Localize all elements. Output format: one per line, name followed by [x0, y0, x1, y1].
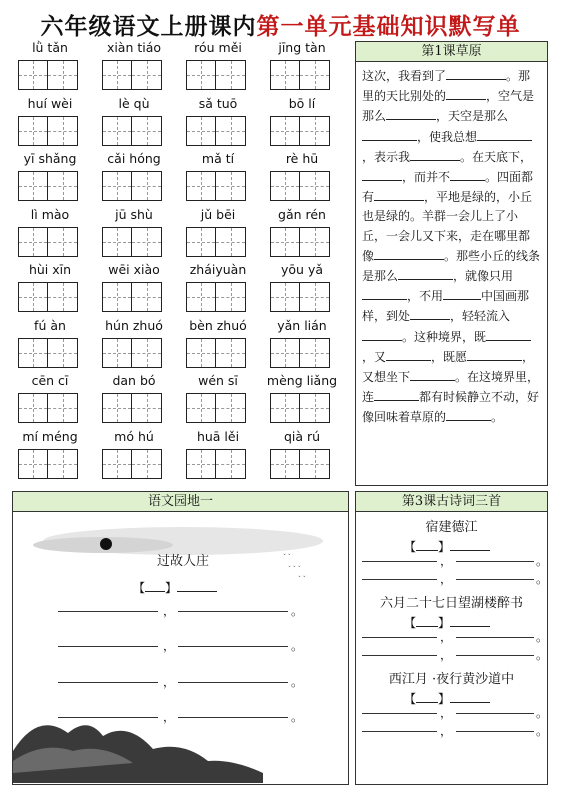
- pinyin-word: [102, 262, 166, 318]
- pinyin-text: sǎ tuō: [198, 95, 238, 111]
- writing-box[interactable]: [186, 171, 216, 201]
- lesson1-segment: 。四面都有: [362, 170, 534, 205]
- lesson1-segment: ，天空是那么: [436, 109, 509, 124]
- writing-box[interactable]: [18, 116, 48, 146]
- pinyin-word: [186, 373, 250, 429]
- writing-box[interactable]: [216, 171, 246, 201]
- pinyin-text: mí méng: [22, 428, 78, 444]
- writing-boxes[interactable]: [186, 393, 246, 423]
- writing-boxes[interactable]: [18, 338, 78, 368]
- pinyin-text: wēi xiào: [108, 262, 160, 277]
- writing-box[interactable]: [102, 449, 132, 479]
- writing-box[interactable]: [270, 116, 300, 146]
- pinyin-text: fú àn: [34, 317, 66, 333]
- writing-box[interactable]: [102, 116, 132, 146]
- period: 。: [291, 675, 304, 689]
- writing-box[interactable]: [18, 171, 48, 201]
- writing-box[interactable]: [132, 60, 162, 90]
- answer-line[interactable]: [362, 730, 437, 732]
- fill-blank[interactable]: [410, 306, 450, 320]
- fill-blank[interactable]: [467, 347, 522, 361]
- comma: ，: [440, 724, 453, 738]
- fill-blank[interactable]: [446, 407, 491, 421]
- period: 。: [536, 724, 549, 738]
- lesson1-segment: 。: [491, 410, 504, 425]
- lesson1-segment: ，而并不: [402, 170, 451, 185]
- writing-box[interactable]: [18, 227, 48, 257]
- fill-blank[interactable]: [374, 387, 419, 401]
- lesson3-poem-title: 六月二十七日望湖楼醉书: [379, 596, 523, 611]
- fill-blank[interactable]: [450, 167, 485, 181]
- answer-line[interactable]: [362, 712, 437, 714]
- comma: ，: [163, 675, 176, 689]
- lesson1-segment: ，空气是那么: [362, 89, 535, 124]
- answer-line[interactable]: [362, 578, 437, 580]
- pinyin-text: hùi xīn: [28, 262, 72, 277]
- writing-boxes[interactable]: [18, 116, 78, 146]
- answer-line[interactable]: [362, 560, 437, 562]
- pinyin-word: [18, 96, 82, 152]
- answer-line[interactable]: [58, 645, 158, 647]
- writing-box[interactable]: [216, 60, 246, 90]
- comma: ，: [440, 554, 453, 568]
- fill-blank[interactable]: [374, 187, 424, 201]
- writing-boxes[interactable]: [270, 449, 330, 479]
- writing-box[interactable]: [48, 338, 78, 368]
- pinyin-word: [18, 151, 82, 207]
- lesson1-panel: [355, 41, 548, 486]
- svg-text:ˇ ˇ: ˇ ˇ: [283, 554, 291, 561]
- writing-box[interactable]: [48, 282, 78, 312]
- page-title: 六年级语文上册课内第一单元基础知识默写单: [40, 13, 521, 40]
- writing-box[interactable]: [216, 393, 246, 423]
- pinyin-text: lì mào: [30, 206, 70, 222]
- fill-blank[interactable]: [362, 127, 417, 141]
- pinyin-word: [18, 373, 82, 429]
- lesson1-segment: ，表示我: [362, 149, 411, 164]
- writing-box[interactable]: [300, 227, 330, 257]
- writing-box[interactable]: [48, 60, 78, 90]
- pinyin-word: [102, 429, 166, 485]
- lesson1-segment: 。在这境界里，连: [362, 370, 540, 405]
- writing-box[interactable]: [186, 393, 216, 423]
- answer-line[interactable]: [58, 681, 158, 683]
- pinyin-row: [18, 429, 348, 485]
- writing-box[interactable]: [48, 116, 78, 146]
- lesson1-segment: ，使我总想: [417, 129, 478, 144]
- pinyin-text: zháiyuàn: [189, 262, 247, 277]
- lesson3-poem-title: 西江月 ·夜行黄沙道中: [388, 672, 515, 687]
- lesson1-segment: 中国画那样，到处: [362, 289, 530, 324]
- writing-boxes[interactable]: [18, 227, 78, 257]
- pinyin-word: [186, 96, 250, 152]
- svg-text:ˇ ˇ: ˇ ˇ: [298, 576, 306, 583]
- fill-blank[interactable]: [446, 86, 486, 100]
- writing-boxes[interactable]: [102, 60, 162, 90]
- pinyin-word: [18, 429, 82, 485]
- answer-line[interactable]: [58, 610, 158, 612]
- writing-box[interactable]: [270, 171, 300, 201]
- pinyin-word: [186, 207, 250, 263]
- pinyin-word: [270, 96, 334, 152]
- answer-line[interactable]: [362, 654, 437, 656]
- writing-box[interactable]: [132, 338, 162, 368]
- writing-box[interactable]: [186, 449, 216, 479]
- comma: ，: [163, 710, 176, 724]
- pinyin-row: [18, 373, 348, 429]
- writing-boxes[interactable]: [102, 282, 162, 312]
- pinyin-text: xiàn tiáo: [106, 40, 162, 55]
- lesson3-author-line: 【 】: [404, 613, 490, 631]
- answer-line[interactable]: [456, 578, 534, 580]
- lesson1-segment: ，就像只用: [453, 269, 514, 284]
- writing-box[interactable]: [186, 60, 216, 90]
- pinyin-word: [102, 318, 166, 374]
- pinyin-text: jū shù: [115, 206, 153, 222]
- writing-box[interactable]: [132, 227, 162, 257]
- lesson1-segment: 。那里的天比别处的: [362, 69, 531, 104]
- writing-box[interactable]: [102, 338, 132, 368]
- writing-box[interactable]: [300, 116, 330, 146]
- fill-blank[interactable]: [486, 327, 531, 341]
- pinyin-word: [102, 373, 166, 429]
- comma: ，: [440, 572, 453, 586]
- period: 。: [536, 572, 549, 586]
- lesson1-header: 第1课草原: [356, 42, 547, 62]
- writing-box[interactable]: [102, 282, 132, 312]
- pinyin-row: [18, 207, 348, 263]
- writing-boxes[interactable]: [186, 227, 246, 257]
- writing-box[interactable]: [300, 393, 330, 423]
- lesson1-segment: 。那些小丘的线条是那么: [362, 248, 541, 284]
- writing-box[interactable]: [270, 449, 300, 479]
- writing-box[interactable]: [18, 60, 48, 90]
- fill-blank[interactable]: [362, 327, 402, 341]
- pinyin-word: [270, 429, 334, 485]
- pinyin-text: bō lí: [288, 95, 316, 111]
- period: 。: [536, 706, 549, 720]
- pinyin-word: [266, 373, 338, 429]
- pinyin-text: yōu yǎ: [281, 262, 323, 277]
- pinyin-text: hún zhuó: [105, 317, 163, 333]
- pinyin-word: [102, 207, 166, 263]
- pinyin-word: [18, 318, 82, 374]
- garden-author-line: 【 】: [133, 578, 217, 596]
- period: 。: [291, 710, 304, 724]
- writing-box[interactable]: [300, 171, 330, 201]
- svg-text:ˇ ˇ ˇ: ˇ ˇ ˇ: [288, 566, 301, 573]
- pinyin-text: rè hū: [285, 151, 319, 166]
- fill-blank[interactable]: [362, 167, 402, 181]
- writing-box[interactable]: [186, 338, 216, 368]
- pinyin-text: lè qù: [118, 95, 150, 111]
- writing-box[interactable]: [270, 60, 300, 90]
- pinyin-word: [186, 40, 250, 96]
- pinyin-text: jīng tàn: [278, 40, 326, 55]
- pinyin-text: róu měi: [194, 40, 242, 55]
- answer-line[interactable]: [456, 730, 534, 732]
- pinyin-text: gǎn rén: [278, 206, 326, 222]
- answer-line[interactable]: [362, 636, 437, 638]
- pinyin-text: mèng liǎng: [266, 373, 338, 388]
- pinyin-word: [102, 96, 166, 152]
- fill-blank[interactable]: [477, 127, 532, 141]
- answer-line[interactable]: [178, 681, 288, 683]
- pinyin-word: [270, 40, 334, 96]
- pinyin-text: cǎi hóng: [107, 151, 161, 166]
- garden-panel: [12, 491, 349, 785]
- lesson1-segment: 。这种境界，既: [402, 329, 487, 344]
- pinyin-text: dan bó: [112, 373, 156, 388]
- pinyin-word: [186, 151, 250, 207]
- writing-box[interactable]: [270, 338, 300, 368]
- pinyin-word: [186, 262, 250, 318]
- lesson3-poem-title: 宿建德江: [425, 520, 478, 535]
- period: 。: [291, 639, 304, 653]
- writing-boxes[interactable]: [270, 227, 330, 257]
- writing-box[interactable]: [48, 227, 78, 257]
- pinyin-text: cēn cī: [31, 373, 69, 388]
- pinyin-text: qià rú: [283, 428, 321, 444]
- writing-boxes[interactable]: [186, 116, 246, 146]
- comma: ，: [163, 604, 176, 618]
- writing-box[interactable]: [300, 338, 330, 368]
- pinyin-word: [186, 318, 250, 374]
- answer-line[interactable]: [58, 716, 158, 718]
- lesson3-author-line: 【 】: [404, 689, 490, 707]
- pinyin-word: [18, 207, 82, 263]
- writing-box[interactable]: [186, 227, 216, 257]
- lesson3-author-line: 【 】: [404, 537, 490, 555]
- comma: ，: [163, 639, 176, 653]
- writing-box[interactable]: [132, 449, 162, 479]
- pinyin-text: huí wèi: [27, 95, 73, 111]
- writing-box[interactable]: [216, 338, 246, 368]
- lesson1-segment: ，轻轻流入: [450, 309, 511, 324]
- answer-line[interactable]: [178, 610, 288, 612]
- pinyin-row: [18, 262, 348, 318]
- writing-boxes[interactable]: [18, 393, 78, 423]
- pinyin-row: [18, 96, 348, 152]
- pinyin-row: [18, 151, 348, 207]
- writing-box[interactable]: [216, 282, 246, 312]
- writing-boxes[interactable]: [270, 171, 330, 201]
- answer-line[interactable]: [178, 716, 288, 718]
- writing-box[interactable]: [300, 60, 330, 90]
- writing-box[interactable]: [300, 449, 330, 479]
- comma: ，: [440, 648, 453, 662]
- writing-box[interactable]: [18, 393, 48, 423]
- writing-box[interactable]: [48, 393, 78, 423]
- pinyin-row: [18, 318, 348, 374]
- writing-boxes[interactable]: [186, 171, 246, 201]
- fill-blank[interactable]: [374, 246, 444, 260]
- writing-boxes[interactable]: [270, 393, 330, 423]
- pinyin-row: [18, 40, 348, 96]
- writing-box[interactable]: [102, 60, 132, 90]
- writing-box[interactable]: [132, 393, 162, 423]
- fill-blank[interactable]: [446, 66, 506, 80]
- lesson1-segment: 都有时候静立不动，好像回味着草原的: [362, 390, 540, 425]
- lesson1-segment: ，又想坐下: [362, 349, 535, 385]
- period: 。: [291, 604, 304, 618]
- lesson3-header: 第3课古诗词三首: [356, 492, 547, 512]
- writing-box[interactable]: [300, 282, 330, 312]
- pinyin-text: mó hú: [114, 428, 154, 444]
- answer-line[interactable]: [456, 654, 534, 656]
- lesson1-segment: ，既愿: [431, 349, 468, 364]
- pinyin-text: yī shǎng: [23, 151, 77, 166]
- writing-box[interactable]: [132, 282, 162, 312]
- fill-blank[interactable]: [386, 347, 431, 361]
- writing-box[interactable]: [216, 227, 246, 257]
- writing-box[interactable]: [18, 338, 48, 368]
- comma: ，: [440, 706, 453, 720]
- writing-box[interactable]: [102, 393, 132, 423]
- writing-boxes[interactable]: [270, 116, 330, 146]
- writing-box[interactable]: [102, 171, 132, 201]
- lesson1-text: [356, 62, 547, 432]
- lesson1-segment: 。在天底下，: [460, 149, 533, 164]
- pinyin-word: [186, 429, 250, 485]
- pinyin-text: lǜ tǎn: [32, 40, 68, 55]
- pinyin-text: mǎ tí: [201, 151, 235, 166]
- writing-boxes[interactable]: [102, 171, 162, 201]
- lesson1-segment: 这次，我看到了: [362, 69, 447, 83]
- pinyin-word: [270, 262, 334, 318]
- writing-box[interactable]: [18, 282, 48, 312]
- writing-box[interactable]: [186, 282, 216, 312]
- writing-boxes[interactable]: [102, 449, 162, 479]
- writing-box[interactable]: [18, 449, 48, 479]
- lesson1-segment: ，又: [362, 349, 387, 364]
- fill-blank[interactable]: [398, 266, 453, 280]
- writing-boxes[interactable]: [18, 282, 78, 312]
- answer-line[interactable]: [456, 560, 534, 562]
- writing-box[interactable]: [48, 171, 78, 201]
- writing-boxes[interactable]: [18, 60, 78, 90]
- answer-line[interactable]: [456, 636, 534, 638]
- period: 。: [536, 630, 549, 644]
- pinyin-text: jǔ bēi: [200, 206, 236, 222]
- writing-boxes[interactable]: [102, 338, 162, 368]
- writing-box[interactable]: [270, 282, 300, 312]
- writing-boxes[interactable]: [270, 282, 330, 312]
- writing-box[interactable]: [216, 449, 246, 479]
- pinyin-word: [102, 40, 166, 96]
- period: 。: [536, 554, 549, 568]
- lesson3-panel: [355, 491, 548, 785]
- writing-box[interactable]: [48, 449, 78, 479]
- pinyin-text: huā lěi: [196, 428, 240, 444]
- pinyin-text: bèn zhuó: [189, 317, 247, 333]
- pinyin-word: [270, 207, 334, 263]
- writing-boxes[interactable]: [102, 116, 162, 146]
- garden-poem-title: 过故人庄: [156, 554, 209, 569]
- writing-boxes[interactable]: [186, 338, 246, 368]
- fill-blank[interactable]: [410, 367, 455, 381]
- pinyin-word: [102, 151, 166, 207]
- pinyin-word: [18, 40, 82, 96]
- pinyin-word: [270, 318, 334, 374]
- writing-boxes[interactable]: [270, 338, 330, 368]
- writing-boxes[interactable]: [186, 449, 246, 479]
- garden-header: 语文园地一: [13, 492, 348, 512]
- fill-blank[interactable]: [362, 286, 407, 300]
- writing-boxes[interactable]: [18, 171, 78, 201]
- writing-box[interactable]: [102, 227, 132, 257]
- writing-box[interactable]: [186, 116, 216, 146]
- pinyin-text: wén sī: [198, 373, 238, 388]
- writing-box[interactable]: [216, 116, 246, 146]
- writing-boxes[interactable]: [18, 449, 78, 479]
- lesson1-segment: ，平地是绿的，小丘也是绿的。羊群一会儿上了小丘，一会儿又下来，走在哪里都像: [362, 190, 533, 263]
- pinyin-text: yǎn lián: [277, 317, 327, 333]
- writing-box[interactable]: [132, 171, 162, 201]
- fill-blank[interactable]: [386, 106, 436, 120]
- writing-box[interactable]: [270, 393, 300, 423]
- writing-box[interactable]: [132, 116, 162, 146]
- period: 。: [536, 648, 549, 662]
- lesson1-segment: ，不用: [407, 289, 444, 304]
- comma: ，: [440, 630, 453, 644]
- writing-boxes[interactable]: [102, 227, 162, 257]
- fill-blank[interactable]: [443, 286, 481, 300]
- writing-boxes[interactable]: [102, 393, 162, 423]
- pinyin-word: [18, 262, 82, 318]
- writing-boxes[interactable]: [186, 60, 246, 90]
- writing-boxes[interactable]: [186, 282, 246, 312]
- answer-line[interactable]: [178, 645, 288, 647]
- answer-line[interactable]: [456, 712, 534, 714]
- pinyin-word: [270, 151, 334, 207]
- writing-box[interactable]: [270, 227, 300, 257]
- writing-boxes[interactable]: [270, 60, 330, 90]
- fill-blank[interactable]: [410, 147, 460, 161]
